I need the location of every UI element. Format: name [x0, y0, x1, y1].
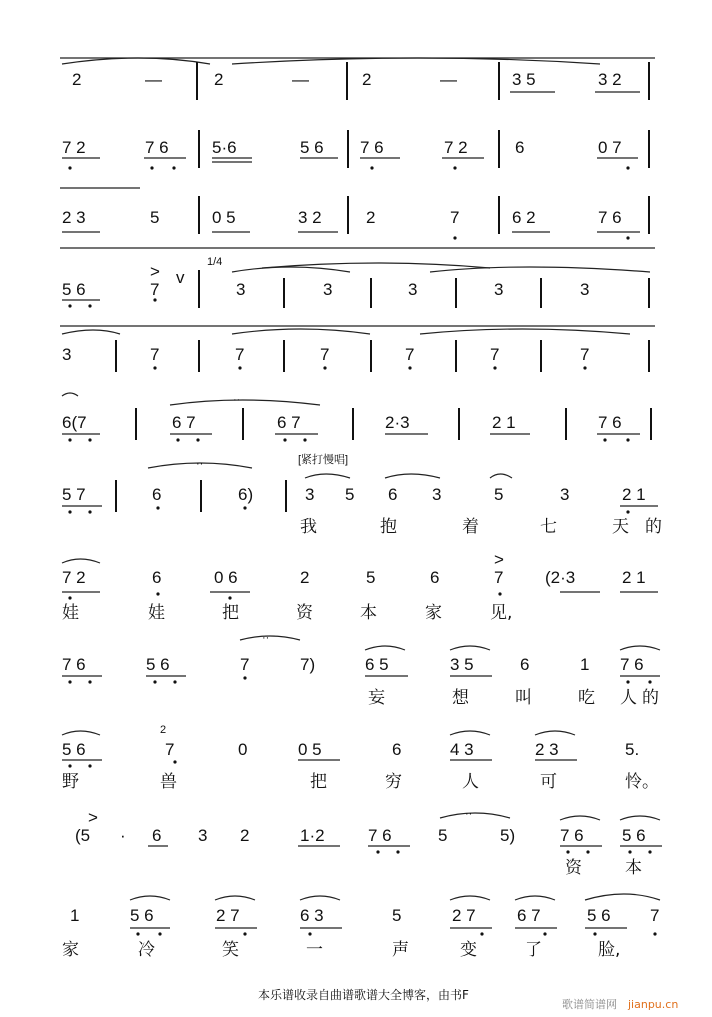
- barline: [648, 196, 650, 234]
- note: 5 6: [62, 280, 86, 299]
- note: 0: [238, 740, 248, 759]
- tie-slur: [62, 58, 210, 64]
- barline: [283, 278, 285, 308]
- lyric: 冷: [138, 940, 155, 960]
- note: 6 3: [300, 906, 324, 925]
- note: 2: [72, 70, 82, 89]
- note: 3 5: [450, 655, 474, 674]
- note: (2·3: [545, 568, 576, 587]
- barline: [648, 278, 650, 308]
- note: 0 7: [598, 138, 622, 157]
- note: 3: [580, 280, 590, 299]
- lyric: 可: [540, 772, 557, 792]
- note: 7: [650, 906, 660, 925]
- watermark-url: jianpu.cn: [628, 998, 679, 1011]
- note: 6 7: [277, 413, 301, 432]
- accent-mark: >: [150, 262, 160, 281]
- note: 6 7: [517, 906, 541, 925]
- barline: [352, 408, 354, 440]
- note: 5: [438, 826, 448, 845]
- ornament: ··: [465, 808, 473, 820]
- lyric: 变: [460, 940, 477, 960]
- barline: [346, 62, 348, 100]
- note: 2·3: [385, 413, 410, 432]
- note: 3: [560, 485, 570, 504]
- lyric: 抱: [380, 517, 397, 537]
- note: 7: [450, 208, 460, 227]
- barline: [455, 340, 457, 372]
- note: 5 6: [62, 740, 86, 759]
- note: 3 2: [298, 208, 322, 227]
- barline: [565, 408, 567, 440]
- barline: [115, 340, 117, 372]
- note: 5: [366, 568, 376, 587]
- note: 2: [300, 568, 310, 587]
- lyric: 的: [642, 688, 659, 708]
- lyric: 本: [625, 858, 642, 878]
- note: 2 1: [622, 568, 646, 587]
- barline: [498, 196, 500, 234]
- note: 6: [152, 826, 162, 845]
- lyric: 妄: [368, 688, 385, 708]
- note: 5·6: [212, 138, 237, 157]
- note: 7: [580, 345, 590, 364]
- breath-mark: v: [176, 268, 185, 287]
- note: (5: [75, 826, 91, 845]
- note: 6(7: [62, 413, 87, 432]
- note: 3 5: [512, 70, 536, 89]
- barline: [540, 340, 542, 372]
- barline: [198, 340, 200, 372]
- barline: [285, 480, 287, 512]
- note: 0 5: [212, 208, 236, 227]
- note: 2 7: [452, 906, 476, 925]
- lyric: 的: [645, 517, 662, 537]
- ornament: ··: [262, 632, 270, 644]
- note: 7: [240, 655, 250, 674]
- lyric: 声: [392, 940, 409, 960]
- note: 3: [305, 485, 315, 504]
- note: 2 1: [622, 485, 646, 504]
- note: 7: [165, 740, 175, 759]
- note: 1: [580, 655, 590, 674]
- lyric: 着: [462, 517, 479, 537]
- lyric: 见,: [490, 603, 513, 623]
- note: 2: [366, 208, 376, 227]
- note: 7 6: [360, 138, 384, 157]
- note: 7 2: [62, 138, 86, 157]
- note: 0 6: [214, 568, 238, 587]
- note: 7 6: [62, 655, 86, 674]
- lyric: 七: [540, 517, 557, 537]
- grace-note: 2: [160, 724, 167, 736]
- watermark-text: 歌谱简谱网: [562, 998, 617, 1011]
- note: 2: [362, 70, 372, 89]
- note: 3 2: [598, 70, 622, 89]
- note: 5): [500, 826, 516, 845]
- lyric: 了: [525, 940, 542, 960]
- accent-mark: >: [494, 550, 504, 569]
- note: 3: [323, 280, 333, 299]
- lyric: 脸,: [598, 940, 621, 960]
- note: 6: [392, 740, 402, 759]
- note: 5: [150, 208, 160, 227]
- dash: —: [292, 70, 309, 89]
- lyric: 把: [310, 772, 327, 792]
- note: 7 2: [444, 138, 468, 157]
- lyric: 资: [296, 603, 313, 623]
- note: 5: [392, 906, 402, 925]
- note: 3: [408, 280, 418, 299]
- lyric: 娃: [148, 603, 165, 623]
- note: 3: [62, 345, 72, 364]
- barline: [283, 340, 285, 372]
- barline: [455, 278, 457, 308]
- note: 7 6: [620, 655, 644, 674]
- note: 7 2: [62, 568, 86, 587]
- note: 7 6: [598, 208, 622, 227]
- note: 6 7: [172, 413, 196, 432]
- note: 7: [494, 568, 504, 587]
- note: 5 6: [130, 906, 154, 925]
- lyric: 人: [620, 688, 637, 708]
- barline: [242, 408, 244, 440]
- note: 6: [520, 655, 530, 674]
- ornament: ··: [233, 394, 241, 406]
- note: 0 5: [298, 740, 322, 759]
- note: 6: [430, 568, 440, 587]
- barline: [347, 130, 349, 168]
- note: 5: [494, 485, 504, 504]
- barline: [200, 480, 202, 512]
- barline: [458, 408, 460, 440]
- note: 2: [240, 826, 250, 845]
- barline: [648, 130, 650, 168]
- note: 6): [238, 485, 254, 504]
- lyric: 家: [425, 603, 442, 623]
- note: 3: [494, 280, 504, 299]
- note: 3: [432, 485, 442, 504]
- lyric: 天: [612, 517, 629, 537]
- note: 5: [345, 485, 355, 504]
- barline: [650, 408, 652, 440]
- note: 7 6: [145, 138, 169, 157]
- note: 2 3: [535, 740, 559, 759]
- note: 5 6: [622, 826, 646, 845]
- lyric: 怜。: [625, 772, 659, 792]
- note: 5.: [625, 740, 640, 759]
- lyric: 笑: [222, 940, 239, 960]
- performance-marking: [紧打慢唱]: [298, 454, 349, 466]
- note: 5 6: [146, 655, 170, 674]
- ornament: ··: [196, 458, 204, 470]
- note: 7: [490, 345, 500, 364]
- tie-slur: [232, 58, 600, 64]
- note: 7: [405, 345, 415, 364]
- lyric: 穷: [385, 772, 402, 792]
- note: 7: [150, 280, 160, 299]
- barline: [198, 270, 200, 308]
- lyric: 想: [452, 688, 469, 708]
- barline: [370, 340, 372, 372]
- note: 2 7: [216, 906, 240, 925]
- lyric: 兽: [160, 772, 177, 792]
- barline: [540, 278, 542, 308]
- dot: ·: [120, 826, 126, 845]
- note: 3: [198, 826, 208, 845]
- note: 1·2: [300, 826, 325, 845]
- barline: [648, 340, 650, 372]
- barline: [498, 62, 500, 100]
- note: 4 3: [450, 740, 474, 759]
- barline: [370, 278, 372, 308]
- dash: —: [145, 70, 162, 89]
- lyric: 我: [300, 517, 317, 537]
- barline: [198, 196, 200, 234]
- lyric: 野: [62, 772, 79, 792]
- lyric: 娃: [62, 603, 79, 623]
- note: 2 3: [62, 208, 86, 227]
- note: 6: [152, 485, 162, 504]
- note: 5 6: [587, 906, 611, 925]
- lyric: 人: [462, 772, 479, 792]
- lyric: 叫: [515, 688, 532, 708]
- note: 6: [515, 138, 525, 157]
- lyric: 把: [222, 603, 239, 623]
- barline: [198, 130, 200, 168]
- accent-mark: >: [88, 808, 98, 827]
- tempo-fraction: 1/4: [207, 256, 223, 268]
- note: 7: [235, 345, 245, 364]
- note: 7 6: [560, 826, 584, 845]
- note: 7: [320, 345, 330, 364]
- note: 2: [214, 70, 224, 89]
- note: 6: [152, 568, 162, 587]
- note: 7 6: [368, 826, 392, 845]
- note: 7): [300, 655, 316, 674]
- note: 5 7: [62, 485, 86, 504]
- lyric: 资: [565, 858, 582, 878]
- note: 5 6: [300, 138, 324, 157]
- barline: [196, 62, 198, 100]
- note: 1: [70, 906, 80, 925]
- lyric: 一: [306, 940, 323, 960]
- barline: [135, 408, 137, 440]
- note: 6: [388, 485, 398, 504]
- barline: [347, 196, 349, 234]
- note: 3: [236, 280, 246, 299]
- barline: [498, 130, 500, 168]
- note: 2 1: [492, 413, 516, 432]
- barline: [115, 480, 117, 512]
- lyric: 本: [360, 603, 377, 623]
- note: 6 2: [512, 208, 536, 227]
- dash: —: [440, 70, 457, 89]
- note: 7: [150, 345, 160, 364]
- note: 7 6: [598, 413, 622, 432]
- note: 6 5: [365, 655, 389, 674]
- barline: [648, 62, 650, 100]
- lyric: 家: [62, 940, 79, 960]
- footer-credit: 本乐谱收录自曲谱歌谱大全博客，由书F: [258, 988, 469, 1002]
- lyric: 吃: [578, 688, 595, 708]
